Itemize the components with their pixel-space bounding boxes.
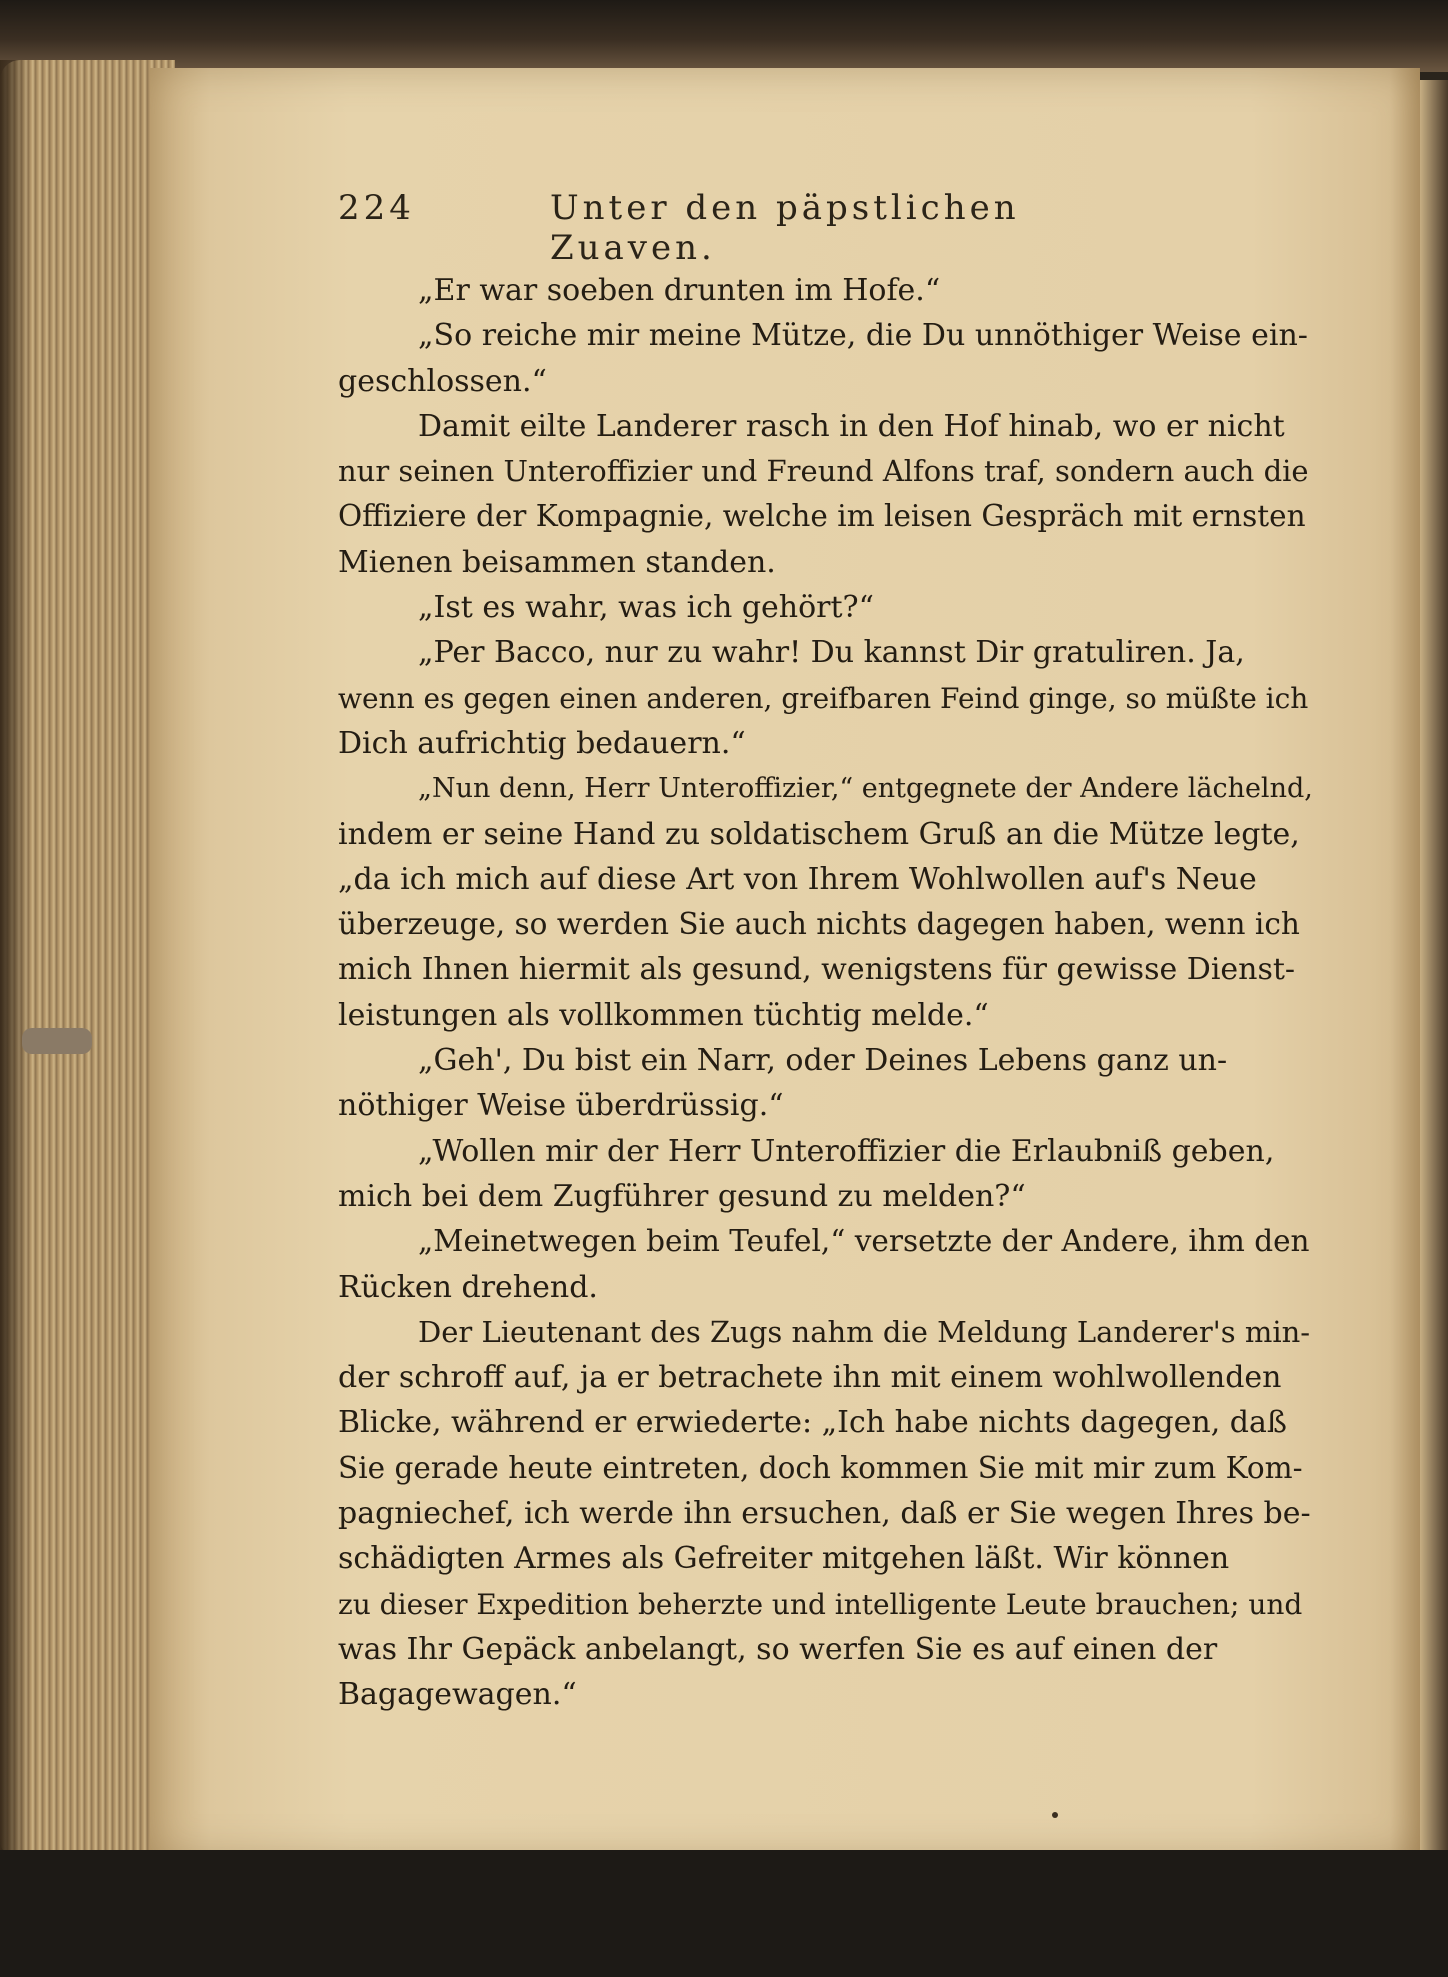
ink-speck [1052,1812,1058,1818]
text-line: geschlossen.“ [338,363,547,399]
running-head [338,188,1088,268]
text-line: Damit eilte Landerer rasch in den Hof hinab, wo er nicht [418,408,1285,444]
text-line: wenn es gegen einen anderen, greifbaren Feind ginge, so müßte ich [338,681,1309,715]
text-line: schädigten Armes als Gefreiter mitgehen läßt. Wir können [338,1541,1230,1577]
text-line: nur seinen Unteroffizier und Freund Alfons traf, sondern auch die [338,454,1309,489]
text-line: Sie gerade heute eintreten, doch kommen Sie mit mir zum Kom- [338,1450,1303,1485]
text-line: „Geh', Du bist ein Narr, oder Deines Lebens ganz un- [418,1043,1228,1079]
bookmark-tab [22,1028,92,1054]
book-cover-top [0,0,1448,72]
text-line: Bagagewagen.“ [338,1677,577,1713]
text-line: „Meinetwegen beim Teufel,“ versetzte der Andere, ihm den [418,1224,1310,1259]
text-line: Rücken drehend. [338,1269,598,1305]
text-line: „Ist es wahr, was ich gehört?“ [418,590,874,626]
text-line: mich Ihnen hiermit als gesund, wenigstens für gewisse Dienst- [338,952,1296,988]
text-line: Blicke, während er erwiederte: „Ich habe nichts dagegen, daß [338,1405,1287,1441]
text-line: „Wollen mir der Herr Unteroffizier die Erlaubniß geben, [418,1133,1275,1169]
text-line: leistungen als vollkommen tüchtig melde.“ [338,997,989,1033]
text-line: pagniechef, ich werde ihn ersuchen, daß er Sie wegen Ihres be- [338,1496,1311,1532]
text-line: „Nun denn, Herr Unteroffizier,“ entgegnete der Andere lächelnd, [418,773,1313,805]
text-line: nöthiger Weise überdrüssig.“ [338,1088,784,1124]
text-line: Offiziere der Kompagnie, welche im leisen Gespräch mit ernsten [338,499,1306,534]
text-line: überzeuge, so werden Sie auch nichts dagegen haben, wenn ich [338,907,1300,942]
text-line: zu dieser Expedition beherzte und intelligente Leute brauchen; und [338,1587,1303,1621]
text-line: „Per Bacco, nur zu wahr! Du kannst Dir gratuliren. Ja, [418,635,1245,671]
text-line: der schroff auf, ja er betrachete ihn mit einem wohlwollenden [338,1360,1282,1396]
text-line: indem er seine Hand zu soldatischem Gruß an die Mütze legte, [338,816,1300,852]
text-line: „da ich mich auf diese Art von Ihrem Wohlwollen auf's Neue [338,861,1257,897]
body-text [338,268,1313,1718]
text-line: Dich aufrichtig bedauern.“ [338,725,746,761]
book-cover-bottom [0,1850,1448,1977]
running-title: Unter den päpstlichen Zuaven. [550,188,1020,268]
spine-shadow [0,60,30,1860]
text-line: Der Lieutenant des Zugs nahm die Meldung Landerer's min- [418,1314,1311,1349]
text-line: mich bei dem Zugführer gesund zu melden?“ [338,1178,1026,1214]
text-line: „Er war soeben drunten im Hofe.“ [418,273,941,308]
text-line: was Ihr Gepäck anbelangt, so werfen Sie es auf einen der [338,1631,1218,1667]
text-line: Mienen beisammen standen. [338,544,776,580]
page-number: 224 [338,188,415,228]
text-line: „So reiche mir meine Mütze, die Du unnöthiger Weise ein- [418,318,1308,354]
